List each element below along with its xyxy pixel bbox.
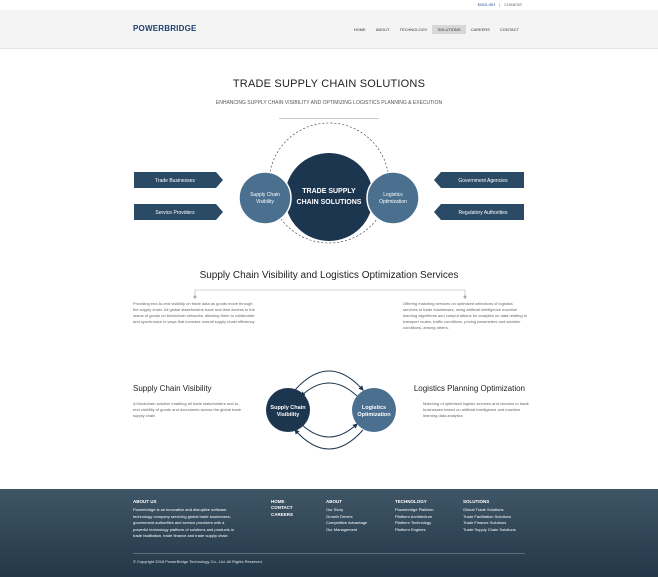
optimization-label-line2: Optimization (379, 199, 407, 205)
nav-solutions[interactable]: SOLUTIONS (432, 25, 465, 34)
copyright: © Copyright 2018 PowerBridge Technology Co., Ltd. All Rights Reserved. (133, 559, 263, 564)
page-title: TRADE SUPPLY CHAIN SOLUTIONS (232, 78, 426, 90)
optimization-service-text: Offering matching services on optimized selections of logistics services to trade businesses, using artificial intelligence machine learning algorithms and comput altions for analytics on data relating to transport routes, traffic conditions, pricing parameters and weather conditions, among others. (403, 301, 528, 330)
footer-link[interactable]: Competitive Advantage (326, 520, 368, 526)
footer-link[interactable]: Platform Architecture (395, 513, 433, 519)
nav-careers[interactable]: CAREERS (470, 27, 490, 32)
footer-link[interactable]: Powerbridge Platform (395, 507, 434, 513)
footer-link[interactable]: Global Trade Solutions (463, 507, 504, 513)
footer-link[interactable]: Platform Technology (395, 520, 432, 526)
footer-about-line: government authorities and service providers with a (133, 520, 225, 526)
optimization-label-line1: Logistics (383, 192, 403, 198)
solutions-diagram (0, 120, 658, 270)
main-nav (349, 25, 524, 34)
cycle-visibility-line2: Visibility (276, 412, 300, 418)
title-divider (279, 118, 379, 119)
footer-about-line: technology company servicing global trade businesses, (133, 513, 231, 519)
page-subtitle: ENHANCING SUPPLY CHAIN VISIBILITY AND OPTIMIZING LOGISTICS PLANNING & EXECUTION (215, 100, 443, 106)
cycle-arrow-top-inner (301, 383, 357, 396)
footer-link[interactable]: Trade Facilitation Solutions (463, 513, 512, 519)
lang-chinese-link[interactable]: CHINESE (504, 2, 522, 7)
center-label-line1: TRADE SUPPLY (302, 188, 356, 195)
visibility-circle (239, 172, 291, 224)
footer-link-contact[interactable]: CONTACT (271, 505, 293, 511)
footer-col-title: SOLUTIONS (463, 499, 490, 504)
logistics-text: Matching of optimized logistic services and vendors to trade businesses based on artificial intelligence and machine learning data analytics (423, 401, 529, 418)
footer-col-technology (395, 499, 433, 533)
services-bracket (0, 286, 658, 302)
nav-home[interactable]: HOME (353, 27, 366, 32)
lang-english-link[interactable]: ENGLISH (477, 2, 496, 7)
footer-quick-links (271, 499, 293, 518)
arrow-label: Regulatory Authorities (458, 210, 508, 216)
cycle-visibility-line1: Supply Chain (270, 405, 306, 411)
arrow-government-agencies (434, 172, 524, 188)
footer-link-careers[interactable]: CAREERS (271, 511, 294, 517)
footer-link[interactable]: Growth Drivers (326, 513, 353, 519)
center-circle (285, 153, 373, 241)
cycle-arrow-bottom-inner (301, 424, 357, 437)
services-title: Supply Chain Visibility and Logistics Optimization Services (199, 270, 459, 281)
cycle-logistics-line1: Logistics (361, 405, 387, 411)
arrow-label: Government Agencies (458, 178, 508, 184)
cycle-logistics-line2: Optimization (357, 412, 391, 418)
logistics-heading: Logistics Planning Optimization (413, 384, 525, 393)
visibility-label-line1: Supply Chain (250, 192, 280, 198)
nav-contact[interactable]: CONTACT (499, 27, 519, 32)
cycle-diagram (0, 360, 658, 460)
footer-link[interactable]: Our Management (326, 526, 358, 532)
site-footer (0, 489, 658, 577)
visibility-heading: Supply Chain Visibility (133, 384, 212, 393)
footer-about-line: Powerbridge is an innovative and disruptive software (133, 507, 227, 513)
optimization-circle (367, 172, 419, 224)
footer-divider (133, 553, 525, 554)
nav-technology[interactable]: TECHNOLOGY (399, 27, 428, 32)
footer-col-title: TECHNOLOGY (395, 499, 427, 504)
visibility-text: A blockchain solution enabling all trade stakeholders end-to-end visibility of goods and documents across the global trade supply chain (133, 401, 242, 418)
visibility-service-text: Providing end-to-end visibility on trade data as goods move through the supply chain. All global stakeholders have real time access to the status of goods on blockchain networks, allowing them to collaborate and synchronize in ways that increase overall supply chain efficiency. (133, 301, 256, 324)
footer-about-title: ABOUT US (133, 499, 157, 504)
cycle-arrow-bottom-outer (295, 430, 363, 449)
cycle-arrow-top-outer (295, 371, 363, 390)
footer-about-line: powerful technology platform of solutions and products in (133, 526, 234, 532)
site-header (0, 10, 658, 49)
nav-about[interactable]: ABOUT (375, 27, 390, 32)
arrow-label: Trade Businesses (155, 178, 195, 184)
footer-link[interactable]: Platform Engines (395, 526, 426, 532)
arrow-trade-businesses (134, 172, 223, 188)
center-label-line2: CHAIN SOLUTIONS (296, 199, 362, 206)
footer-link[interactable]: Trade Supply Chain Solutions (463, 526, 516, 532)
language-switch (476, 2, 524, 7)
visibility-label-line2: Visibility (256, 199, 274, 205)
footer-col-about (326, 499, 367, 533)
footer-col-solutions (463, 499, 516, 533)
lang-separator: | (499, 2, 501, 7)
footer-col-title: ABOUT (326, 499, 342, 504)
footer-link[interactable]: Our Story (326, 507, 344, 513)
footer-about-us (133, 499, 263, 539)
footer-link[interactable]: Trade Finance Solutions (463, 520, 507, 526)
arrow-label: Service Providers (155, 210, 195, 216)
footer-about-line: trade facilitation, trade finance and trade supply chain (133, 533, 228, 539)
arrow-regulatory-authorities (434, 204, 524, 220)
arrow-service-providers (134, 204, 223, 220)
footer-link-home[interactable]: HOME (271, 499, 285, 504)
logo[interactable]: POWERBRIDGE (133, 24, 197, 33)
